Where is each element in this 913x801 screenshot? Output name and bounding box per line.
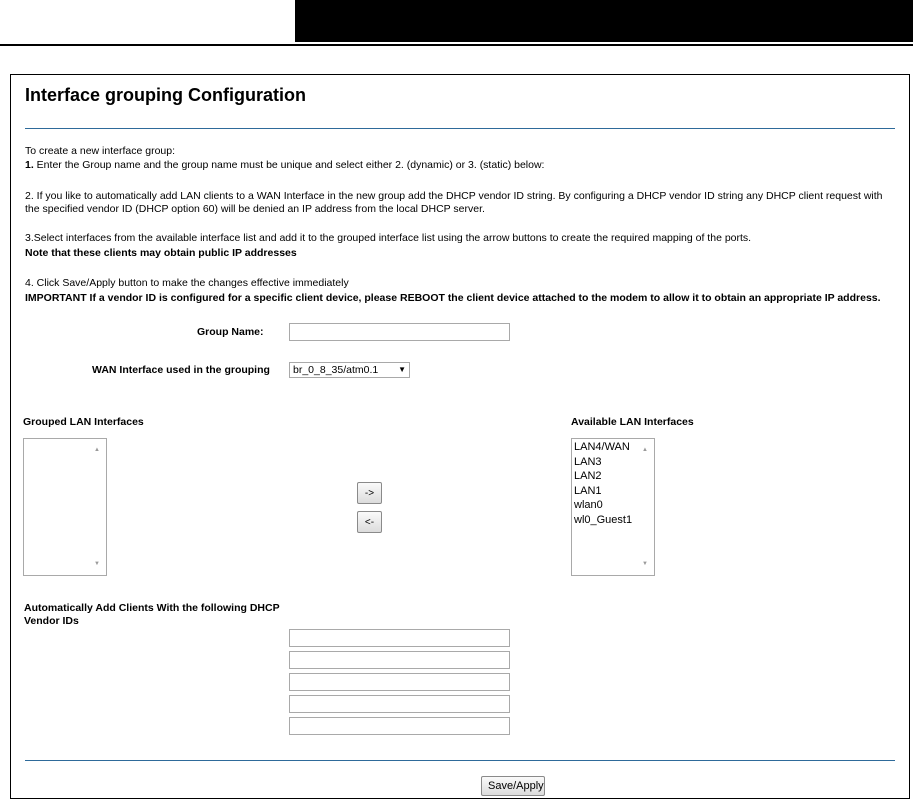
available-lan-list[interactable] (571, 438, 655, 576)
wan-interface-select[interactable] (289, 362, 410, 378)
vendor-id-field-3[interactable] (289, 673, 510, 691)
scroll-up-icon: ▲ (642, 447, 648, 453)
available-list-scrollbar[interactable] (639, 440, 653, 574)
grouped-list-scrollbar[interactable] (91, 440, 105, 574)
vendor-id-label: Automatically Add Clients With the following DHCP Vendor IDs (24, 602, 280, 627)
list-item[interactable]: wl0_Guest1 (574, 513, 633, 526)
vendor-id-field-5[interactable] (289, 717, 510, 735)
list-item[interactable]: LAN3 (574, 455, 602, 468)
vendor-id-field-1[interactable] (289, 629, 510, 647)
list-item[interactable]: LAN2 (574, 470, 602, 482)
top-black-bar (295, 0, 913, 42)
step-3-note: Note that these clients may obtain public IP addresses (25, 247, 297, 259)
step-2-text: 2. If you like to automatically add LAN clients to a WAN Interface in the new group add the DHCP vendor ID string. By configuring a DHCP vendor ID string any DHCP client request with the specified vendor ID (DHCP option 60) will be denied an IP address from the local DHCP server. (25, 190, 883, 215)
wan-interface-selected: br_0_8_35/atm0.1 (293, 364, 379, 376)
list-item[interactable]: LAN1 (574, 484, 602, 497)
step-1-body: Enter the Group name and the group name must be unique and select either 2. (dynamic) or 3. (static) below: (33, 159, 545, 171)
group-name-label: Group Name: (197, 326, 264, 338)
scroll-down-icon: ▼ (642, 560, 648, 567)
step-3-text: 3.Select interfaces from the available interface list and add it to the grouped interface list using the arrow buttons to create the required mapping of the ports. (25, 232, 752, 244)
step-1-text (25, 159, 895, 172)
title-divider (25, 128, 895, 129)
dropdown-arrow-icon: ▼ (398, 365, 406, 374)
step-4-text: 4. Click Save/Apply button to make the changes effective immediately (25, 277, 349, 289)
remove-interface-button[interactable]: <- (357, 511, 382, 533)
vendor-id-field-4[interactable] (289, 695, 510, 713)
step-1-number: 1. (25, 159, 34, 171)
intro-text: To create a new interface group: (25, 145, 176, 157)
config-panel (10, 74, 910, 799)
group-name-input[interactable] (289, 323, 510, 341)
page-title: Interface grouping Configuration (25, 85, 306, 105)
grouped-lan-label: Grouped LAN Interfaces (23, 416, 144, 428)
important-note: IMPORTANT If a vendor ID is configured for a specific client device, please REBOOT the client device attached to the modem to allow it to obtain an appropriate IP address. (25, 292, 881, 304)
scroll-down-icon: ▼ (94, 560, 100, 567)
add-interface-button[interactable]: -> (357, 482, 382, 504)
bottom-divider (25, 760, 895, 761)
list-item[interactable]: LAN4/WAN (574, 441, 630, 453)
list-item[interactable]: wlan0 (574, 499, 603, 511)
save-apply-button[interactable]: Save/Apply (481, 776, 545, 796)
available-lan-label: Available LAN Interfaces (571, 416, 694, 428)
top-divider (0, 44, 913, 46)
grouped-lan-list[interactable] (23, 438, 107, 576)
wan-interface-label: WAN Interface used in the grouping (92, 364, 270, 376)
vendor-id-field-2[interactable] (289, 651, 510, 669)
scroll-up-icon: ▲ (94, 447, 100, 453)
